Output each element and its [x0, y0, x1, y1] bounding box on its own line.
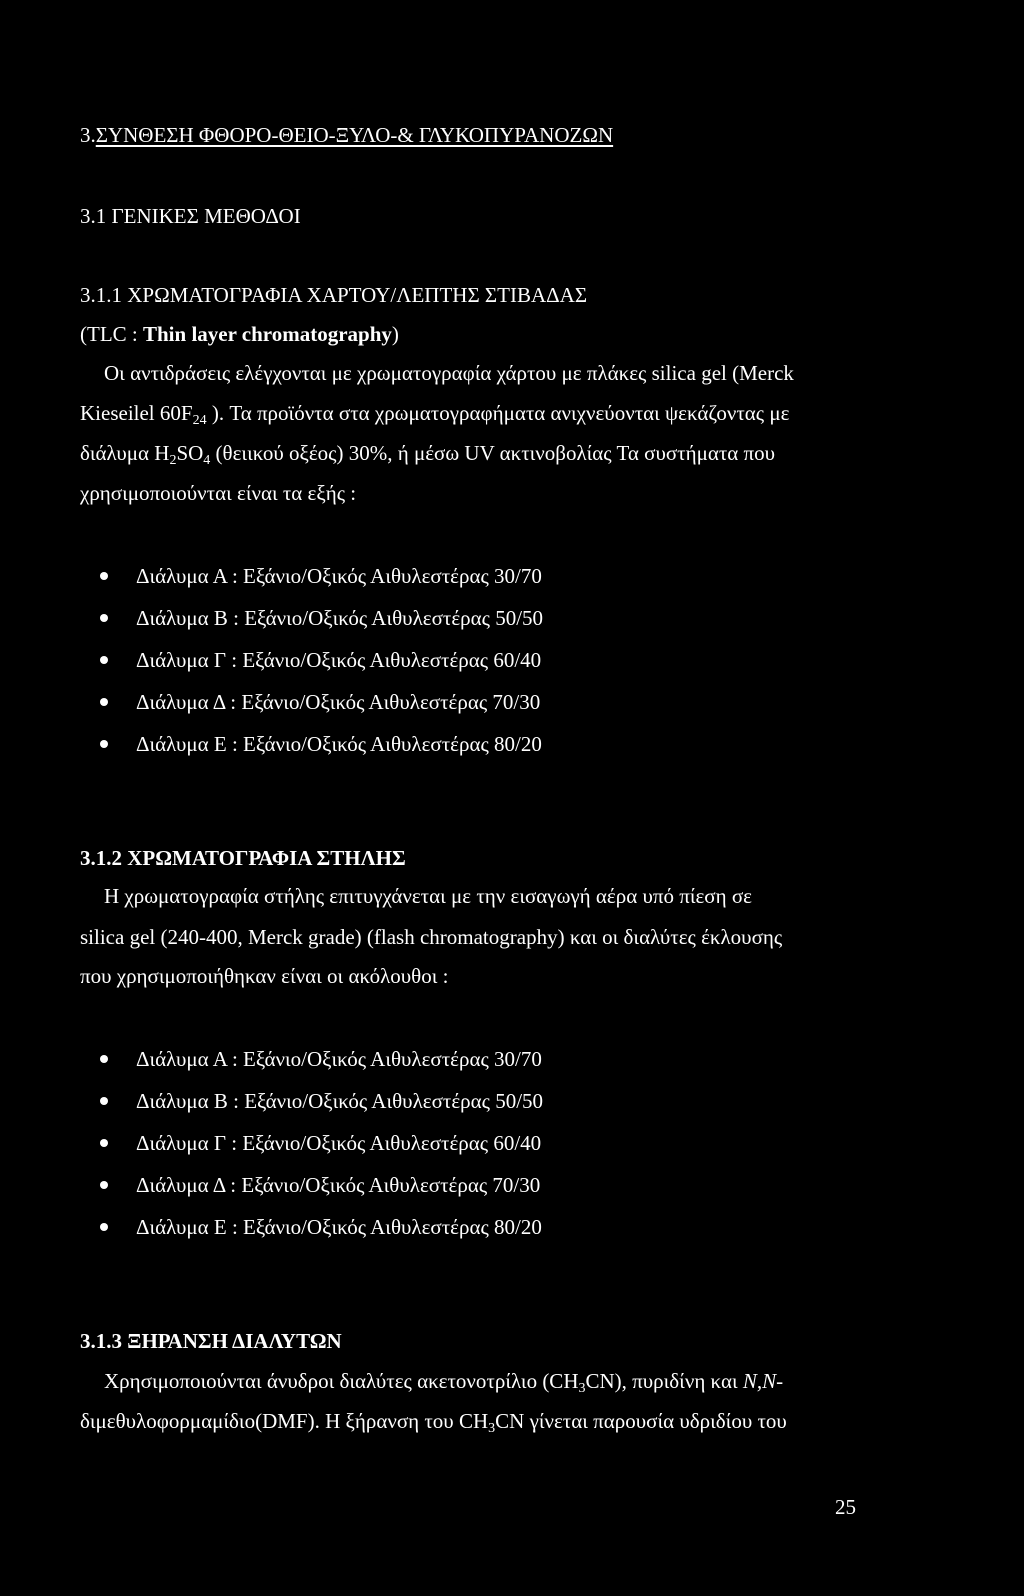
- paragraph-line: Η χρωματογραφία στήλης επιτυγχάνεται με την εισαγωγή αέρα υπό πίεση σε: [104, 884, 752, 908]
- paragraph-line: χρησιμοποιούνται είναι τα εξής :: [80, 481, 357, 505]
- text-run: (θειικού οξέος) 30%, ή μέσω UV ακτινοβολίας Τα συστήματα που: [210, 441, 776, 465]
- text-run: -: [776, 1369, 784, 1393]
- subsection-heading-3-1-1: 3.1.1 ΧΡΩΜΑΤΟΓΡΑΦΙΑ ΧΑΡΤΟΥ/ΛΕΠΤΗΣ ΣΤΙΒΑΔΑΣ: [80, 283, 588, 307]
- paragraph-line: [80, 400, 789, 426]
- subsection-heading-3-1-2: 3.1.2 ΧΡΩΜΑΤΟΓΡΑΦΙΑ ΣΤΗΛΗΣ: [80, 846, 406, 870]
- paragraph-line: [80, 1408, 787, 1434]
- list-item-text: Διάλυμα Β : Εξάνιο/Οξικός Αιθυλεστέρας 50/50: [136, 606, 544, 630]
- list-item-text: Διάλυμα Α : Εξάνιο/Οξικός Αιθυλεστέρας 30/70: [136, 564, 542, 588]
- list-item-text: Διάλυμα Γ : Εξάνιο/Οξικός Αιθυλεστέρας 60/40: [136, 1131, 542, 1155]
- bullet-icon: [100, 572, 108, 580]
- bullet-icon: [100, 698, 108, 706]
- subscript: 3: [578, 1381, 586, 1396]
- bullet-icon: [100, 614, 108, 622]
- subscript: 2: [169, 453, 177, 468]
- text-run: ). Τα προϊόντα στα χρωματογραφήματα ανιχνεύονται ψεκάζοντας με: [206, 401, 790, 425]
- bullet-icon: [100, 1139, 108, 1147]
- bullet-icon: [100, 1223, 108, 1231]
- section-title-text: ΣΥΝΘΕΣΗ ΦΘΟΡΟ-ΘΕΙΟ-ΞΥΛΟ-& ΓΛΥΚΟΠΥΡΑΝΟΖΩΝ: [95, 123, 614, 147]
- text-run: διμεθυλοφορμαμίδιο(DMF). Η ξήρανση του CH: [80, 1409, 489, 1433]
- tlc-subtitle: [80, 321, 399, 347]
- text-run: CN γίνεται παρουσία υδριδίου του: [495, 1409, 787, 1433]
- text-run: CN), πυριδίνη και: [585, 1369, 743, 1393]
- paragraph-line: [104, 1368, 783, 1394]
- paragraph-line: silica gel (240-400, Merck grade) (flash chromatography) και οι διαλύτες έκλουσης: [80, 925, 783, 949]
- subscript: 3: [488, 1421, 496, 1436]
- tlc-open: (TLC :: [80, 322, 143, 346]
- subsection-heading-3-1: 3.1 ΓΕΝΙΚΕΣ ΜΕΘΟΔΟΙ: [80, 204, 301, 228]
- italic-text: N,N: [742, 1369, 777, 1393]
- list-item-text: Διάλυμα Ε : Εξάνιο/Οξικός Αιθυλεστέρας 80/20: [136, 1215, 542, 1239]
- list-item-text: Διάλυμα Δ : Εξάνιο/Οξικός Αιθυλεστέρας 70/30: [136, 1173, 541, 1197]
- text-run: Kieseilel 60F: [80, 401, 193, 425]
- tlc-full-name: Thin layer chromatography: [143, 322, 392, 346]
- page-number: 25: [835, 1495, 856, 1519]
- paragraph-line: που χρησιμοποιήθηκαν είναι οι ακόλουθοι :: [80, 964, 449, 988]
- list-item-text: Διάλυμα Β : Εξάνιο/Οξικός Αιθυλεστέρας 50/50: [136, 1089, 544, 1113]
- tlc-close: ): [391, 322, 399, 346]
- bullet-icon: [100, 1097, 108, 1105]
- subscript: 4: [203, 453, 211, 468]
- list-item-text: Διάλυμα Δ : Εξάνιο/Οξικός Αιθυλεστέρας 70/30: [136, 690, 541, 714]
- list-item-text: Διάλυμα Ε : Εξάνιο/Οξικός Αιθυλεστέρας 80/20: [136, 732, 542, 756]
- paragraph-line: [80, 440, 775, 466]
- subscript: 24: [192, 413, 207, 428]
- paragraph-line: Οι αντιδράσεις ελέγχονται με χρωματογραφία χάρτου με πλάκες silica gel (Merck: [104, 361, 794, 385]
- bullet-icon: [100, 1055, 108, 1063]
- subsection-heading-3-1-3: 3.1.3 ΞΗΡΑΝΣΗ ΔΙΑΛΥΤΩΝ: [80, 1329, 342, 1353]
- text-run: SO: [176, 441, 204, 465]
- section-number: 3.: [80, 123, 96, 147]
- text-run: διάλυμα H: [80, 441, 170, 465]
- section-title: [80, 122, 613, 148]
- list-item-text: Διάλυμα Γ : Εξάνιο/Οξικός Αιθυλεστέρας 60/40: [136, 648, 542, 672]
- bullet-icon: [100, 740, 108, 748]
- bullet-icon: [100, 1181, 108, 1189]
- text-run: Χρησιμοποιούνται άνυδροι διαλύτες ακετονοτρίλιο (CH: [104, 1369, 579, 1393]
- list-item-text: Διάλυμα Α : Εξάνιο/Οξικός Αιθυλεστέρας 30/70: [136, 1047, 542, 1071]
- bullet-icon: [100, 656, 108, 664]
